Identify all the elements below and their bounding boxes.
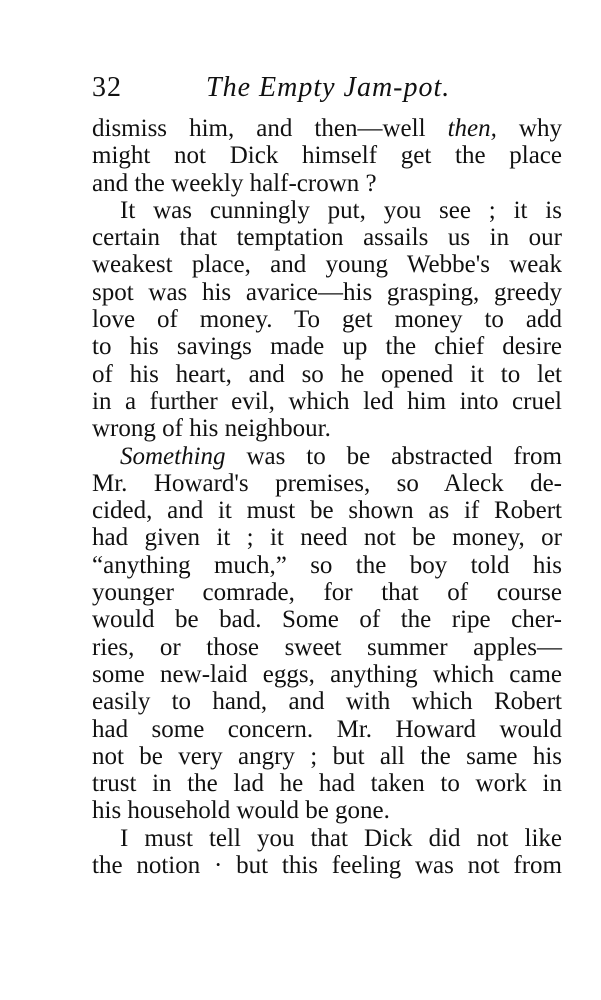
text-line [92,115,562,142]
text-segment: to his savings made up the chief desire [92,333,562,361]
text-line [92,224,562,251]
text-line [92,170,562,197]
text-line [92,797,562,824]
text-segment: certain that temptation assails us in our [92,224,562,252]
text-segment: had given it ; it need not be money, or [92,524,562,552]
text-segment: ries, or those sweet summer apples— [92,633,562,661]
text-line [92,197,562,224]
text-line [92,825,562,852]
text-segment: some new-laid eggs, anything which came [92,660,562,688]
text-segment: was to be abstracted from [225,442,562,470]
text-line [92,606,562,633]
text-line [92,743,562,770]
text-segment: I must tell you that Dick did not like [120,824,562,852]
text-line [92,443,562,470]
italic-emphasis: then, [447,115,497,142]
page-number: 32 [92,72,122,103]
text-segment: cided, and it must be shown as if Robert [92,497,562,525]
text-line [92,497,562,524]
text-line [92,470,562,497]
text-segment: trust in the lad he had taken to work in [92,770,562,798]
text-line [92,716,562,743]
text-line [92,279,562,306]
text-segment: Mr. Howard's premises, so Aleck de- [92,469,562,497]
text-segment: weakest place, and young Webbe's weak [92,251,562,279]
text-segment: might not Dick himself get the place [92,142,562,170]
text-segment: why [496,115,562,142]
running-title: The Empty Jam-pot. [206,72,451,103]
text-segment: It was cunningly put, you see ; it is [120,196,562,224]
text-segment: not be very angry ; but all the same his [92,742,562,770]
text-segment: the notion · but this feeling was not from [92,852,562,880]
text-line [92,251,562,278]
text-line [92,415,562,442]
text-segment: love of money. To get money to add [92,306,562,334]
text-line [92,524,562,551]
body-text [92,115,562,879]
text-line [92,142,562,169]
text-segment: his household would be gone. [92,797,390,825]
text-line [92,579,562,606]
text-line [92,688,562,715]
text-line [92,306,562,333]
text-segment: of his heart, and so he opened it to let [92,360,562,388]
italic-emphasis: Something [120,442,226,470]
text-segment: would be bad. Some of the ripe cher- [92,606,562,634]
text-line [92,552,562,579]
text-segment: dismiss him, and then—well [92,115,448,142]
text-line [92,852,562,879]
text-segment: “anything much,” so the boy told his [92,551,562,579]
text-segment: had some concern. Mr. Howard would [92,715,562,743]
text-line [92,634,562,661]
text-segment: in a further evil, which led him into cruel [92,387,562,415]
text-segment: and the weekly half-crown ? [92,169,377,197]
text-segment: younger comrade, for that of course [92,579,562,607]
text-line [92,661,562,688]
text-line [92,333,562,360]
text-segment: wrong of his neighbour. [92,415,331,443]
text-line [92,770,562,797]
text-line [92,388,562,415]
text-segment: easily to hand, and with which Robert [92,688,562,716]
page-header [92,70,567,106]
text-segment: spot was his avarice—his grasping, greedy [92,278,562,306]
text-line [92,361,562,388]
